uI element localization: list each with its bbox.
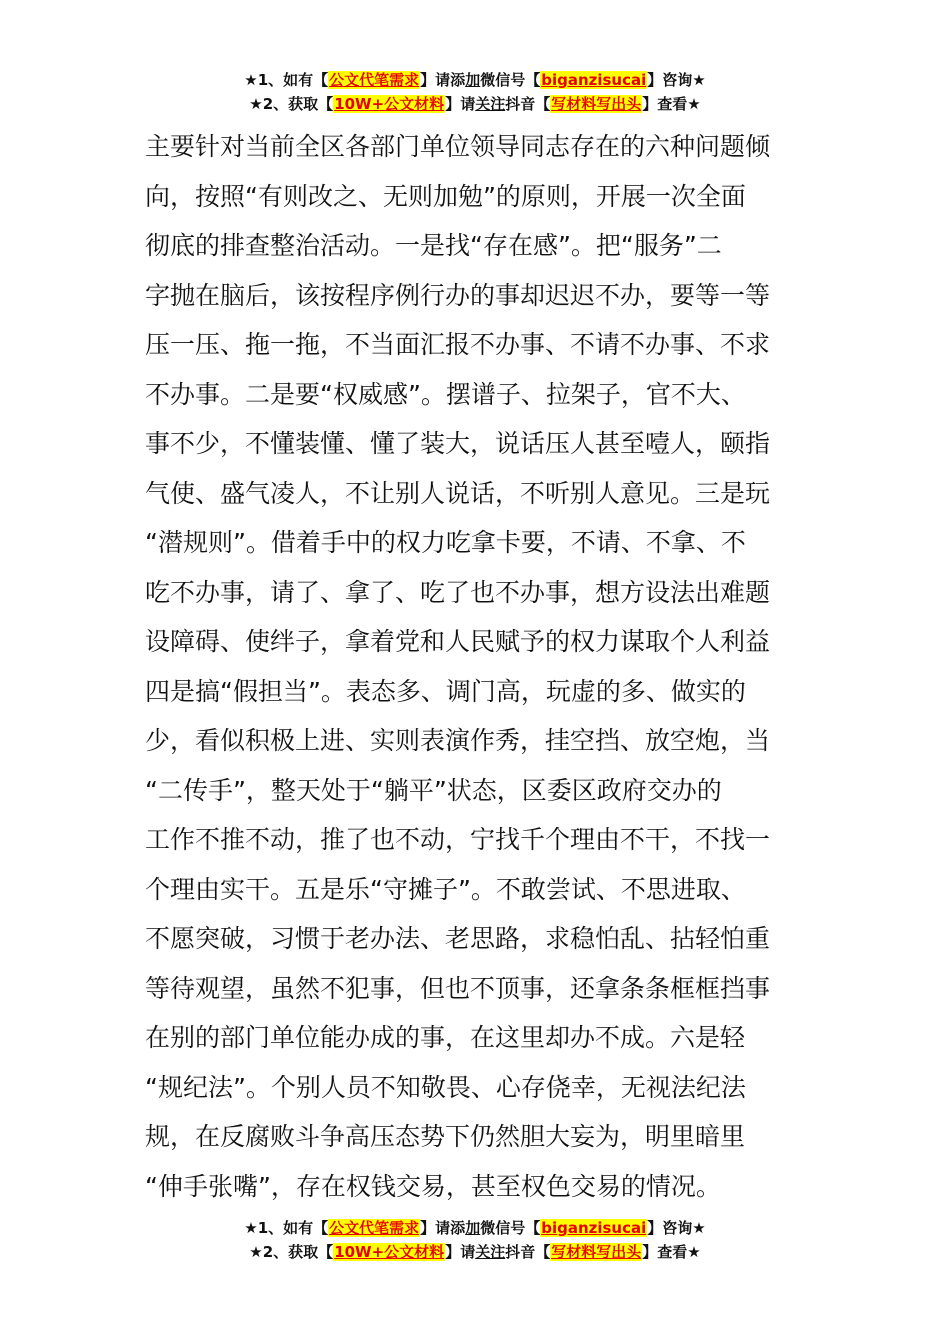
promo-text: 】咨询★	[647, 71, 706, 89]
promo-text: ★1、如有【	[244, 71, 329, 89]
text-line: “潜规则”。借着手中的权力吃拿卡要，不请、不拿、不	[145, 528, 746, 557]
promo-line-2	[0, 1240, 950, 1264]
promo-text: 抖音【	[505, 1243, 551, 1261]
text-line: 不办事。二是要“权威感”。摆谱子、拉架子，官不大、	[145, 379, 746, 409]
text-line: 少，看似积极上进、实则表演作秀，挂空挡、放空炮，当	[145, 726, 771, 755]
text-line: 字抛在脑后，该按程序例行办的事却迟迟不办，要等一等	[145, 280, 771, 310]
document-body	[145, 122, 815, 1211]
promo-text: ★2、获取【	[249, 1243, 334, 1261]
text-line: “规纪法”。个别人员不知敬畏、心存侥幸，无视法纪法	[145, 1072, 746, 1102]
promo-highlight-douyin: 写材料写出头	[551, 95, 642, 113]
promo-highlight-materials: 10W+公文材料	[334, 1243, 445, 1261]
promo-underline-text: 加	[465, 1219, 481, 1237]
text-line: 设障碍、使绊子，拿着党和人民赋予的权力谋取个人利益	[145, 627, 771, 656]
text-line: 事不少，不懂装懂、懂了装大，说话压人甚至噎人，颐指	[145, 429, 771, 458]
promo-highlight-service: 公文代笔需求	[329, 1219, 420, 1237]
promo-highlight-douyin: 写材料写出头	[551, 1243, 642, 1261]
promo-text: 】请	[445, 1243, 476, 1261]
promo-highlight-service: 公文代笔需求	[329, 71, 420, 89]
promo-text: ★1、如有【	[244, 1219, 329, 1237]
promo-text: 微信号【	[480, 1219, 541, 1237]
promo-banner-bottom	[0, 1216, 950, 1264]
promo-banner-top	[0, 68, 950, 116]
promo-text: 】请添	[420, 71, 466, 89]
promo-line-1	[0, 1216, 950, 1240]
text-line: 个理由实干。五是乐“守摊子”。不敢尝试、不思进取、	[145, 874, 746, 904]
promo-text: 】查看★	[642, 1243, 701, 1261]
promo-underline-text: 关注	[475, 95, 506, 113]
text-line: 气使、盛气凌人，不让别人说话，不听别人意见。三是玩	[145, 478, 771, 508]
promo-text: 】请	[445, 95, 476, 113]
promo-text: 】请添	[420, 1219, 466, 1237]
promo-underline-text: 加	[465, 71, 481, 89]
text-line: 工作不推不动，推了也不动，宁找千个理由不干，不找一	[145, 825, 771, 854]
text-line: “二传手”，整天处于“躺平”状态，区委区政府交办的	[145, 775, 722, 805]
text-line: 吃不办事，请了、拿了、吃了也不办事，想方设法出难题	[145, 577, 771, 607]
text-line: 彻底的排查整治活动。一是找“存在感”。把“服务”二	[145, 231, 722, 260]
promo-highlight-wechat-id: biganzisucai	[541, 1219, 647, 1237]
promo-text: 】查看★	[642, 95, 701, 113]
promo-highlight-wechat-id: biganzisucai	[541, 71, 647, 89]
text-line: 等待观望，虽然不犯事，但也不顶事，还拿条条框框挡事	[145, 973, 771, 1003]
promo-highlight-materials: 10W+公文材料	[334, 95, 445, 113]
promo-text: ★2、获取【	[249, 95, 334, 113]
text-line: 向，按照“有则改之、无则加勉”的原则，开展一次全面	[145, 181, 746, 211]
text-line: “伸手张嘴”，存在权钱交易，甚至权色交易的情况。	[145, 1171, 721, 1201]
text-line: 在别的部门单位能办成的事，在这里却办不成。六是轻	[145, 1023, 746, 1052]
text-line: 规，在反腐败斗争高压态势下仍然胆大妄为，明里暗里	[145, 1122, 746, 1151]
promo-underline-text: 关注	[475, 1243, 506, 1261]
text-line: 不愿突破，习惯于老办法、老思路，求稳怕乱、拈轻怕重	[145, 924, 771, 953]
promo-text: 微信号【	[480, 71, 541, 89]
promo-line-2	[0, 92, 950, 116]
text-line: 主要针对当前全区各部门单位领导同志存在的六种问题倾	[145, 132, 771, 161]
text-line: 压一压、拖一拖，不当面汇报不办事、不请不办事、不求	[145, 330, 771, 359]
promo-text: 抖音【	[505, 95, 551, 113]
promo-line-1	[0, 68, 950, 92]
text-line: 四是搞“假担当”。表态多、调门高，玩虚的多、做实的	[145, 676, 746, 706]
promo-text: 】咨询★	[647, 1219, 706, 1237]
